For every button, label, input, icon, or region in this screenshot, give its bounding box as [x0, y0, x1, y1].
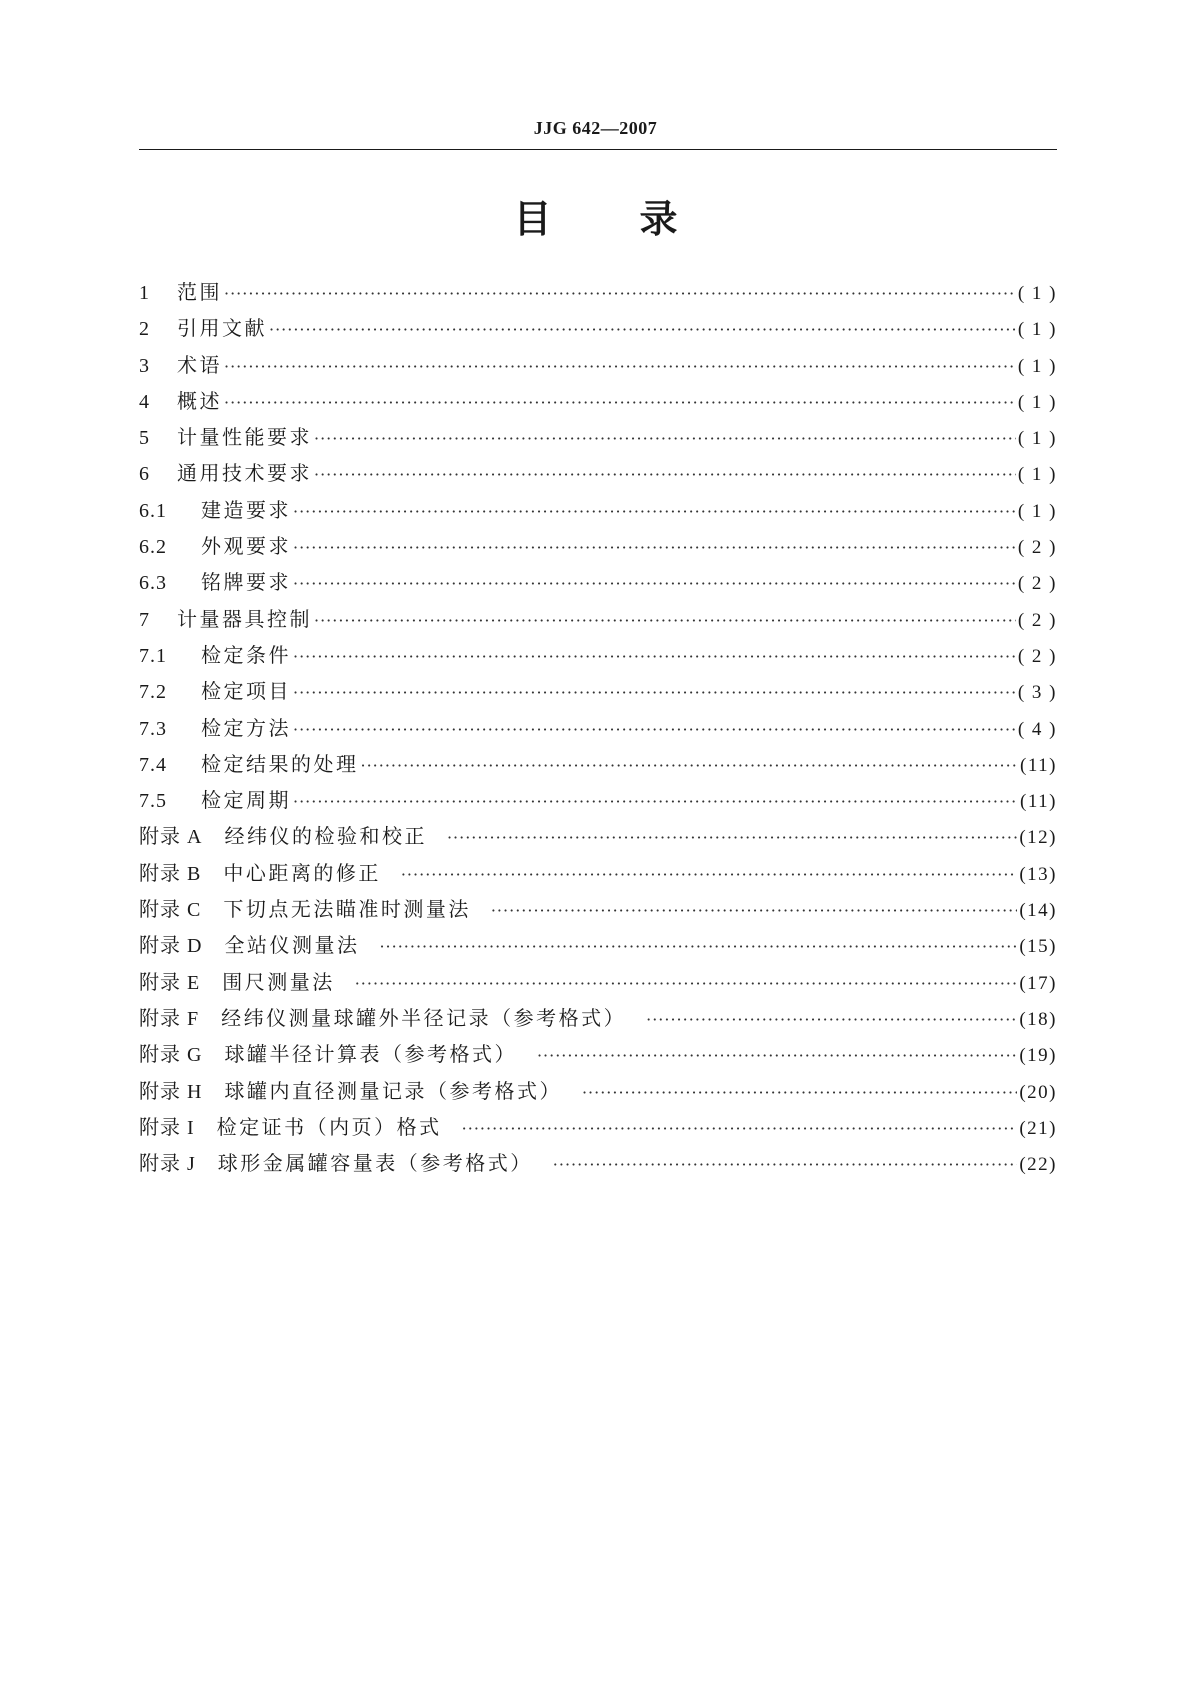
toc-dot-leader	[379, 933, 1017, 961]
toc-entry[interactable]	[139, 822, 1057, 858]
toc-dot-leader	[293, 679, 1016, 707]
toc-entry[interactable]	[139, 677, 1057, 713]
toc-entry-page: ( 1 )	[1017, 500, 1057, 522]
toc-entry[interactable]	[139, 895, 1057, 931]
toc-entry-number: 附录 E	[139, 971, 201, 994]
toc-entry-label: 术语	[177, 352, 222, 377]
toc-entry-page: (13)	[1019, 863, 1057, 885]
toc-dot-leader	[314, 461, 1016, 489]
toc-entry-number: 附录 H	[139, 1080, 203, 1103]
toc-entry-page: (20)	[1019, 1081, 1057, 1103]
toc-dot-leader	[293, 643, 1016, 671]
toc-entry-label: 检定条件	[201, 642, 291, 667]
toc-entry-number: 附录 D	[139, 935, 203, 958]
toc-entry-label: 检定项目	[201, 679, 291, 704]
toc-dot-leader	[447, 824, 1017, 852]
toc-entry[interactable]	[139, 641, 1057, 677]
toc-entry-label: 经纬仪的检验和校正	[224, 824, 427, 849]
toc-dot-leader	[361, 752, 1019, 780]
toc-entry-number: 附录 I	[139, 1116, 195, 1139]
toc-dot-leader	[224, 353, 1016, 381]
toc-entry-label: 球罐半径计算表（参考格式）	[224, 1042, 517, 1067]
toc-entry-label: 通用技术要求	[177, 461, 312, 486]
toc-entry-page: ( 1 )	[1017, 391, 1057, 413]
toc-entry-number: 6	[139, 463, 150, 486]
toc-entry-page: ( 1 )	[1017, 355, 1057, 377]
toc-entry[interactable]	[139, 1004, 1057, 1040]
toc-entry[interactable]	[139, 714, 1057, 750]
toc-dot-leader	[293, 498, 1016, 526]
toc-entry-number: 6.3	[139, 572, 167, 595]
toc-dot-leader	[646, 1006, 1017, 1034]
toc-entry-page: (17)	[1019, 972, 1057, 994]
toc-entry-page: ( 2 )	[1017, 537, 1057, 559]
toc-entry[interactable]	[139, 1040, 1057, 1076]
toc-entry-number: 7.2	[139, 681, 167, 704]
toc-entry-label: 检定方法	[201, 715, 291, 740]
toc-entry[interactable]	[139, 423, 1057, 459]
toc-dot-leader	[553, 1151, 1018, 1179]
toc-entry-label: 引用文献	[177, 316, 267, 341]
toc-entry[interactable]	[139, 278, 1057, 314]
toc-entry-page: ( 1 )	[1017, 283, 1057, 304]
toc-entry-number: 附录 C	[139, 899, 202, 922]
toc-entry-page: (22)	[1019, 1154, 1057, 1176]
toc-entry[interactable]	[139, 605, 1057, 641]
toc-entry-page: ( 2 )	[1017, 645, 1057, 667]
toc-entry-page: ( 1 )	[1017, 428, 1057, 450]
toc-entry-number: 6.1	[139, 499, 167, 522]
toc-entry[interactable]	[139, 750, 1057, 786]
toc-entry-page: ( 2 )	[1017, 609, 1057, 631]
toc-entry[interactable]	[139, 496, 1057, 532]
header-rule	[139, 149, 1057, 150]
toc-entry-page: ( 2 )	[1017, 573, 1057, 595]
toc-entry-number: 附录 A	[139, 826, 203, 849]
toc-entry-label: 计量性能要求	[177, 425, 312, 450]
toc-entry-number: 2	[139, 318, 150, 341]
toc-entry[interactable]	[139, 1077, 1057, 1113]
toc-entry[interactable]	[139, 387, 1057, 423]
toc-entry-page: (12)	[1019, 827, 1057, 849]
toc-entry-label: 计量器具控制	[177, 606, 312, 631]
toc-entry-label: 范围	[177, 280, 222, 304]
toc-entry[interactable]	[139, 314, 1057, 350]
toc-entry-label: 全站仪测量法	[224, 933, 360, 958]
toc-dot-leader	[582, 1079, 1017, 1107]
toc-entry-number: 5	[139, 427, 150, 450]
toc-entry-label: 经纬仪测量球罐外半径记录（参考格式）	[221, 1005, 627, 1030]
standard-code: JJG 642—2007	[533, 118, 658, 138]
title-char-2: 录	[639, 197, 678, 241]
toc-dot-leader	[314, 607, 1016, 635]
toc-entry-page: ( 3 )	[1017, 682, 1057, 704]
toc-entry[interactable]	[139, 859, 1057, 895]
toc-dot-leader	[293, 716, 1016, 744]
toc-dot-leader	[269, 316, 1016, 344]
toc-entry-label: 中心距离的修正	[223, 860, 381, 885]
page-title	[0, 196, 1191, 242]
toc-entry-label: 球罐内直径测量记录（参考格式）	[224, 1078, 562, 1103]
toc-entry-page: (18)	[1019, 1008, 1057, 1030]
toc-entry[interactable]	[139, 459, 1057, 495]
toc-entry-number: 3	[139, 354, 150, 377]
toc-entry[interactable]	[139, 931, 1057, 967]
toc-entry-label: 检定周期	[201, 788, 291, 813]
toc-entry-number: 4	[139, 390, 150, 413]
toc-entry-number: 附录 F	[139, 1007, 200, 1030]
toc-entry[interactable]	[139, 786, 1057, 822]
toc-entry-page: (14)	[1019, 900, 1057, 922]
toc-entry-label: 球形金属罐容量表（参考格式）	[217, 1151, 533, 1176]
toc-entry-page: (11)	[1020, 791, 1057, 813]
toc-entry-number: 附录 G	[139, 1044, 203, 1067]
toc-dot-leader	[537, 1042, 1017, 1070]
toc-dot-leader	[491, 897, 1018, 925]
toc-entry[interactable]	[139, 1113, 1057, 1149]
toc-entry-number: 7.5	[139, 790, 167, 813]
toc-entry-number: 附录 B	[139, 862, 202, 885]
toc-entry-number: 7.3	[139, 717, 167, 740]
title-char-1: 目	[513, 197, 552, 241]
toc-entry-label: 外观要求	[201, 534, 291, 559]
toc-entry-number: 1	[139, 282, 150, 304]
toc-entry[interactable]	[139, 532, 1057, 568]
toc-entry-page: ( 1 )	[1017, 464, 1057, 486]
toc-entry-page: (19)	[1019, 1045, 1057, 1067]
toc-dot-leader	[224, 280, 1016, 308]
toc-entry-label: 概述	[177, 388, 222, 413]
toc-entry-label: 建造要求	[201, 497, 291, 522]
toc-entry-number: 6.2	[139, 536, 167, 559]
toc-entry[interactable]	[139, 968, 1057, 1004]
toc-entry-page: ( 4 )	[1017, 718, 1057, 740]
toc-dot-leader	[293, 534, 1016, 562]
toc-dot-leader	[224, 389, 1016, 417]
toc-dot-leader	[293, 570, 1016, 598]
toc-entry[interactable]	[139, 351, 1057, 387]
toc-entry-page: (21)	[1019, 1117, 1057, 1139]
table-of-contents	[139, 278, 1057, 1185]
toc-entry-label: 下切点无法瞄准时测量法	[223, 897, 471, 922]
toc-entry-label: 铭牌要求	[201, 570, 291, 595]
toc-entry[interactable]	[139, 568, 1057, 604]
toc-entry[interactable]	[139, 1149, 1057, 1185]
toc-entry-number: 附录 J	[139, 1153, 196, 1176]
toc-entry-label: 检定结果的处理	[201, 751, 359, 776]
toc-dot-leader	[314, 425, 1016, 453]
toc-entry-page: ( 1 )	[1017, 319, 1057, 341]
toc-dot-leader	[355, 970, 1018, 998]
toc-entry-number: 7.4	[139, 753, 167, 776]
toc-dot-leader	[293, 788, 1018, 816]
toc-entry-page: (11)	[1020, 754, 1057, 776]
toc-entry-page: (15)	[1019, 936, 1057, 958]
toc-entry-number: 7	[139, 608, 150, 631]
toc-entry-number: 7.1	[139, 644, 167, 667]
toc-entry-label: 围尺测量法	[222, 969, 335, 994]
toc-dot-leader	[401, 861, 1018, 889]
toc-dot-leader	[462, 1115, 1018, 1143]
toc-entry-label: 检定证书（内页）格式	[216, 1114, 442, 1139]
